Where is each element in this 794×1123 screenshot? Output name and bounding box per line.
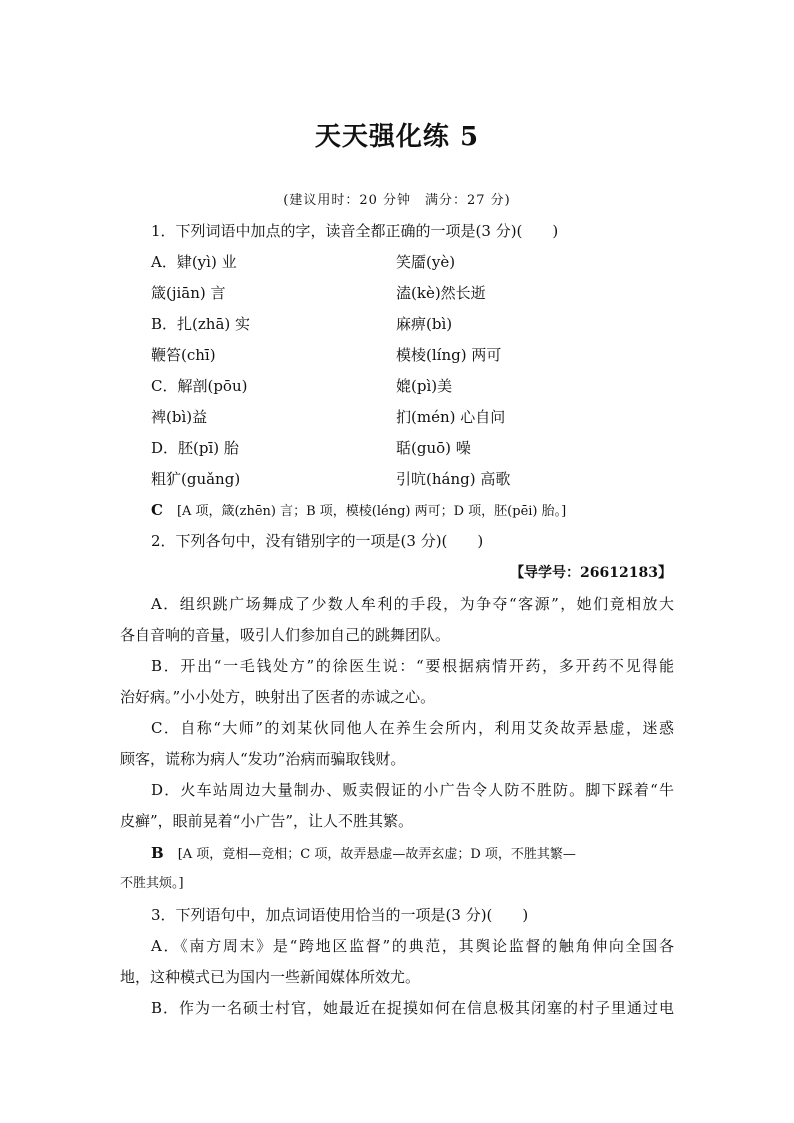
q2-option-d-line2: 皮癣”，眼前晃着“小广告”，让人不胜其繁。 [120, 812, 414, 830]
q2-stem: 2．下列各句中，没有错别字的一项是(3 分)( ) [151, 532, 484, 550]
q1-option-a-2: 笑靥(yè) [396, 253, 456, 271]
q2-option-d-line1: D．火车站周边大量制办、贩卖假证的小广告令人防不胜防。脚下踩着“牛 [151, 781, 674, 799]
q2-option-c-line2: 顾客，谎称为病人“发功”治病而骗取钱财。 [120, 750, 406, 768]
q3-option-a-line2: 地，这种模式已为国内一些新闻媒体所效尤。 [120, 968, 421, 986]
q1-option-d-4: 引吭(háng) 高歌 [396, 470, 511, 488]
q2-answer-letter: B [151, 844, 164, 862]
q2-answer [151, 843, 576, 865]
q2-guide-number: 【导学号：26612183】 [510, 565, 672, 581]
q2-option-b-line2: 治好病。”小小处方，映射出了医者的赤诚之心。 [120, 688, 436, 706]
q1-answer [151, 500, 566, 522]
q1-option-c-4: 扪(mén) 心自问 [396, 408, 506, 426]
time-note: (建议用时：20 分钟 满分：27 分) [283, 193, 511, 208]
page-title: 天天强化练 5 [314, 122, 480, 152]
q2-answer-explanation-line2: 不胜其烦。] [120, 876, 184, 891]
q2-option-a-line2: 各自音响的音量，吸引人们参加自己的跳舞团队。 [120, 626, 451, 644]
q1-option-d-1: D．胚(pī) 胎 [151, 439, 239, 457]
q1-answer-explanation: [A 项，箴(zhēn) 言；B 项，模棱(léng) 两可；D 项，胚(pēi) 胎。] [176, 504, 567, 519]
q2-answer-explanation-line1: [A 项，竟相—竞相；C 项，故弄悬虚—故弄玄虚；D 项，不胜其繁— [177, 847, 576, 862]
q3-option-b-line1: B．作为一名硕士村官，她最近在捉摸如何在信息极其闭塞的村子里通过电 [151, 999, 674, 1017]
q1-answer-letter: C [151, 501, 163, 519]
q1-option-b-1: B．扎(zhā) 实 [151, 315, 251, 333]
q3-stem: 3．下列语句中，加点词语使用恰当的一项是(3 分)( ) [151, 906, 529, 924]
q2-option-c-line1: C．自称“大师”的刘某伙同他人在养生会所内，利用艾灸故弄悬虚，迷惑 [151, 719, 674, 737]
q2-option-b-line1: B．开出“一毛钱处方”的徐医生说：“要根据病情开药，多开药不见得能 [151, 657, 674, 675]
q1-option-b-2: 麻痹(bì) [396, 315, 453, 333]
q3-option-a-line1: A．《南方周末》是“跨地区监督”的典范，其舆论监督的触角伸向全国各 [151, 937, 674, 955]
q1-option-a-3: 箴(jiān) 言 [151, 284, 226, 302]
q1-option-d-2: 聒(guō) 噪 [396, 439, 471, 457]
q1-option-b-3: 鞭笞(chī) [151, 346, 216, 364]
q2-option-a-line1: A．组织跳广场舞成了少数人牟利的手段，为争夺“客源”，她们竟相放大 [151, 595, 674, 613]
q1-option-b-4: 模棱(líng) 两可 [396, 346, 502, 364]
q1-option-c-3: 裨(bì)益 [151, 408, 208, 426]
q1-option-d-3: 粗犷(guǎng) [151, 470, 241, 488]
q1-option-a-4: 溘(kè)然长逝 [396, 284, 486, 302]
q1-option-c-1: C．解剖(pōu) [151, 377, 248, 395]
q1-option-c-2: 媲(pì)美 [396, 377, 453, 395]
q1-option-a-1: A．肄(yì) 业 [151, 253, 237, 271]
q1-stem: 1．下列词语中加点的字，读音全都正确的一项是(3 分)( ) [151, 222, 559, 240]
